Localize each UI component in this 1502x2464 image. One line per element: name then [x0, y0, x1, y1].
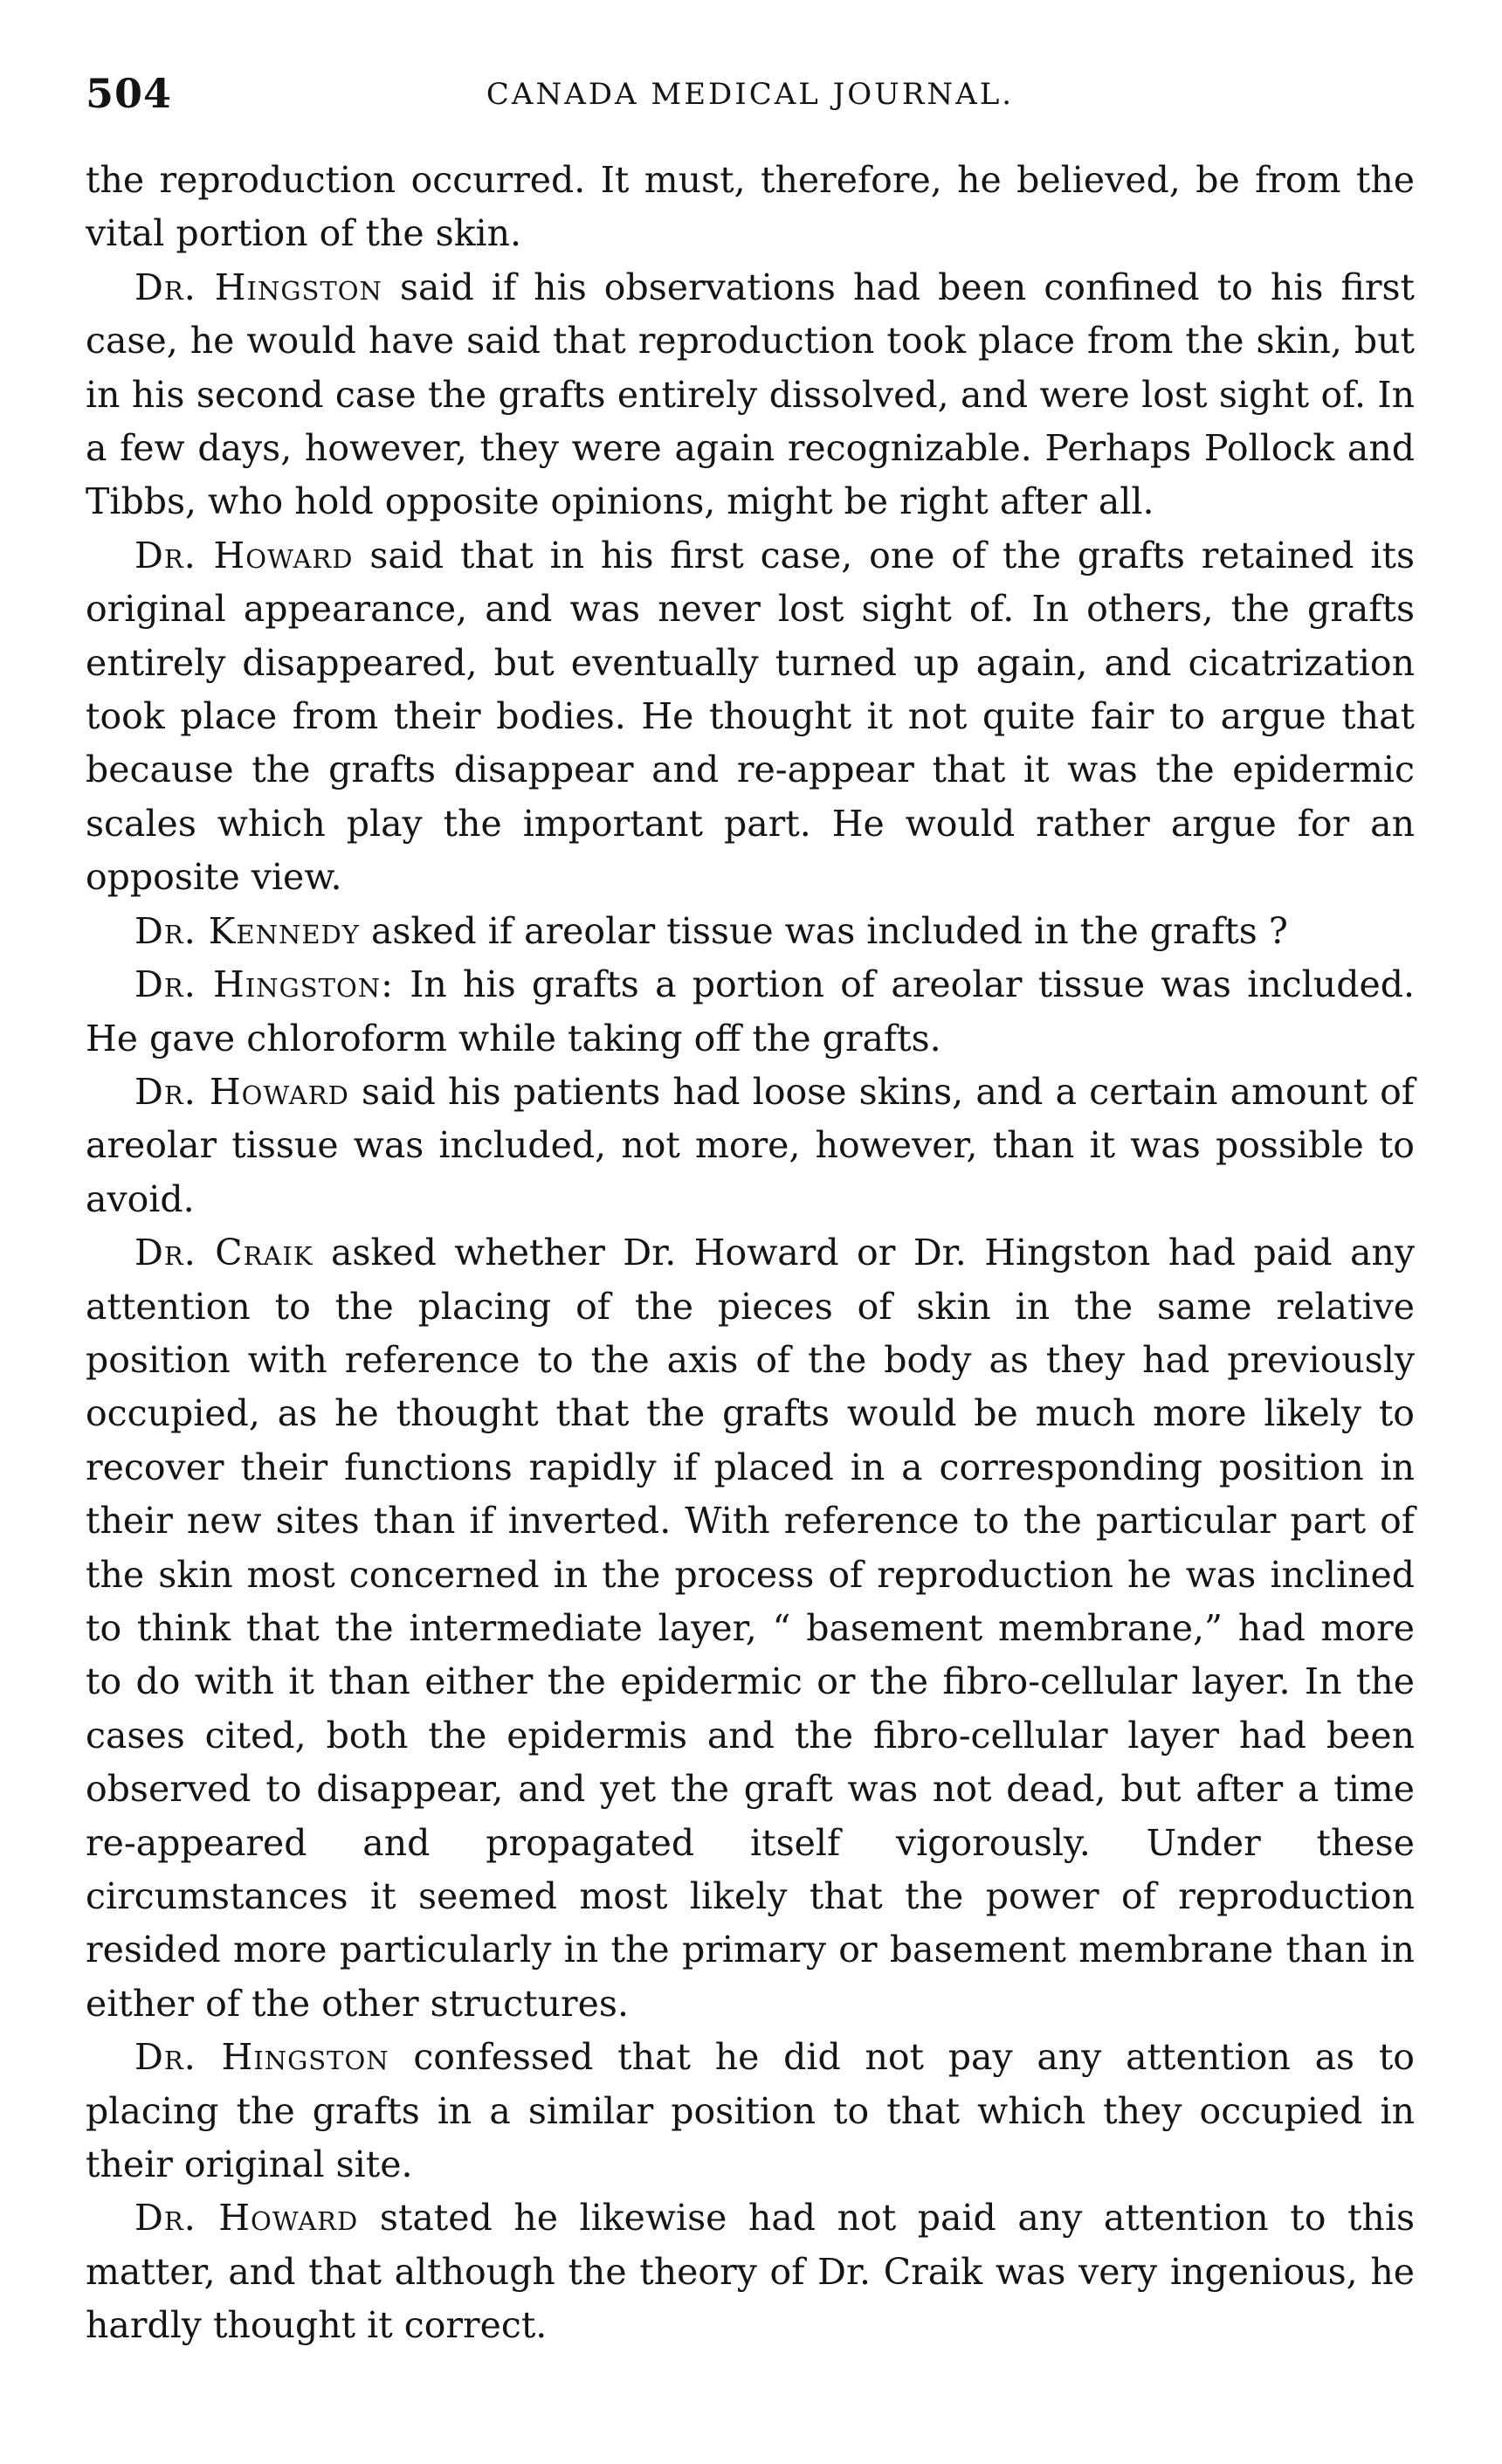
running-title: CANADA MEDICAL JOURNAL.	[486, 77, 1015, 112]
page-number: 504	[86, 70, 173, 117]
page-header	[86, 70, 1415, 122]
paragraph-text: asked whether Dr. Howard or Dr. Hingston had paid any attention to the placing of the pieces of skin in the same relative position with reference to the axis of the body as they had previously occupied, as he thought that the grafts would be much more likely to recover their functions rapidly if placed in a corresponding position in their new sites than if inverted. With reference to the particular part of the skin most concerned in the process of reproduction he was inclined to think that the intermediate layer, “ basement membrane,” had more to do with it than either the epidermic or the fibro-cellular layer. In the cases cited, both the epidermis and the fibro-cellular layer had been observed to disappear, and yet the graft was not dead, but after a time re-appeared and propagated itself vigorously. Under these circumstances it seemed most likely that the power of reproduction resided more particularly in the primary or basement membrane than in either of the other structures.	[86, 1232, 1415, 2025]
journal-page	[86, 70, 1415, 2353]
article-body	[86, 154, 1415, 2353]
paragraph-craik	[86, 1226, 1415, 2031]
paragraph-text: asked if areolar tissue was included in the grafts ?	[370, 909, 1288, 952]
paragraph-howard-1	[86, 529, 1415, 905]
paragraph-text: said if his observations had been confined to his first case, he would have said that reproduction took place from the skin, but in his second case the grafts entirely dissolved, and were lost sight of. In a few days, however, they were again recognizable. Perhaps Pollock and Tibbs, who hold opposite opinions, might be right after all.	[86, 266, 1415, 523]
paragraph-hingston-2	[86, 958, 1415, 1066]
speaker-name: Dr. Hingston:	[134, 963, 394, 1006]
speaker-name: Dr. Howard	[134, 2197, 359, 2240]
paragraph-kennedy	[86, 905, 1415, 958]
paragraph-text: the reproduction occurred. It must, therefore, he believed, be from the vital portion of the skin.	[86, 159, 1415, 255]
speaker-name: Dr. Craik	[134, 1232, 313, 1274]
paragraph-text: In his grafts a portion of areolar tissue was included. He gave chloroform while taking off the grafts.	[86, 963, 1415, 1059]
speaker-name: Dr. Hingston	[134, 2036, 389, 2079]
paragraph-text: confessed that he did not pay any attention as to placing the grafts in a similar position to that which they occupied in their original site.	[86, 2036, 1415, 2186]
paragraph-howard-2	[86, 1066, 1415, 1226]
speaker-name: Dr. Howard	[134, 1070, 349, 1113]
paragraph-text: stated he likewise had not paid any attention to this matter, and that although the theory of Dr. Craik was very ingenious, he hardly thought it correct.	[86, 2197, 1415, 2347]
paragraph-text: said that in his first case, one of the grafts retained its original appearance, and was never lost sight of. In others, the grafts entirely disappeared, but eventually turned up again, and cicatrization took place from their bodies. He thought it not quite fair to argue that because the grafts disappear and re-appear that it was the epidermic scales which play the important part. He would rather argue for an opposite view.	[86, 534, 1415, 899]
speaker-name: Dr. Hingston	[134, 266, 382, 308]
speaker-name: Dr. Howard	[134, 534, 354, 576]
paragraph-howard-3	[86, 2191, 1415, 2352]
paragraph-continued	[86, 154, 1415, 261]
paragraph-hingston-3	[86, 2031, 1415, 2191]
paragraph-hingston-1	[86, 261, 1415, 529]
paragraph-text: said his patients had loose skins, and a certain amount of areolar tissue was included, not more, however, than it was possible to avoid.	[86, 1070, 1415, 1220]
speaker-name: Dr. Kennedy	[134, 909, 360, 952]
